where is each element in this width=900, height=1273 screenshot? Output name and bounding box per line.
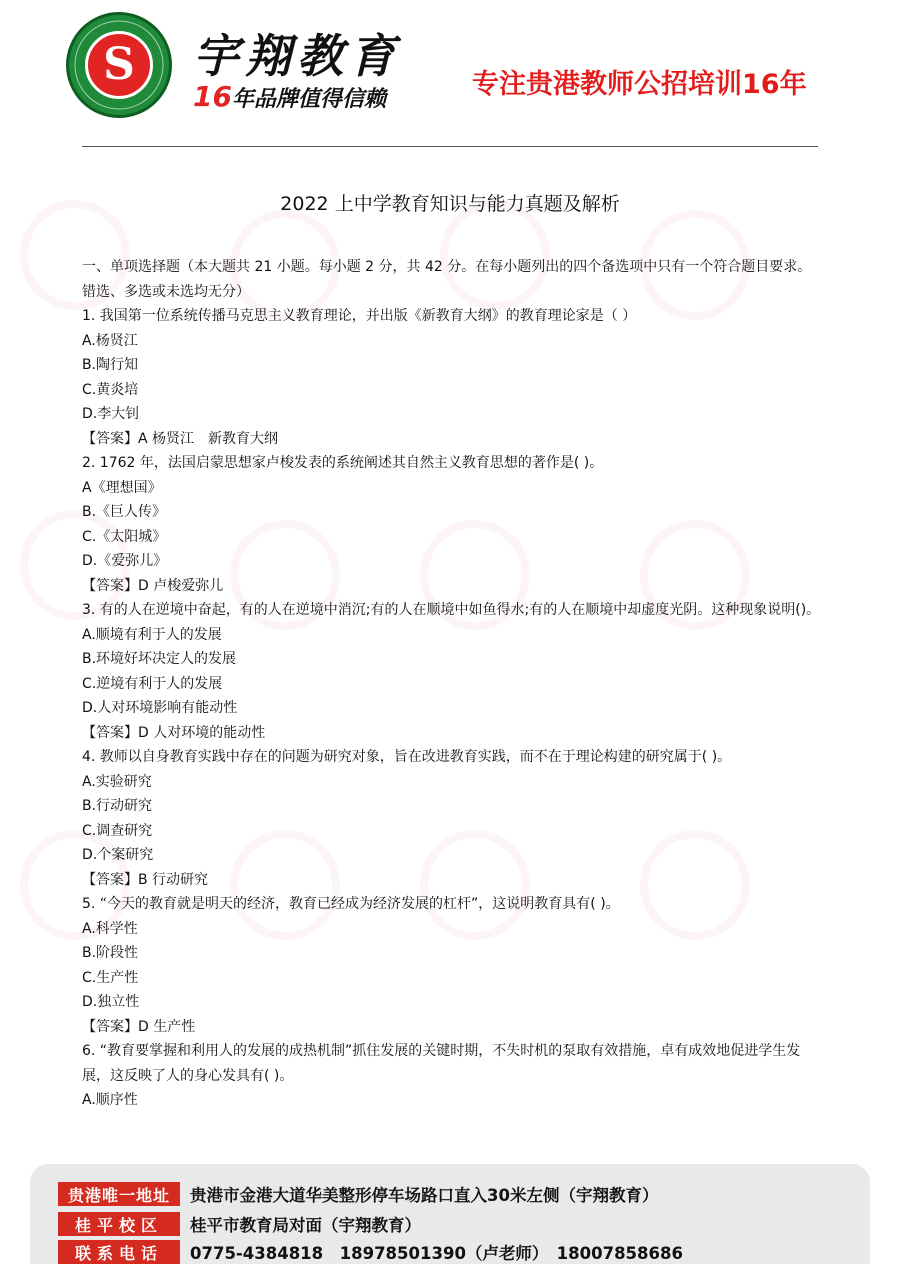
question-stem: 5. “今天的教育就是明天的经济，教育已经成为经济发展的杠杆”，这说明教育具有( )。: [82, 896, 620, 912]
footer-row-phone: [58, 1240, 683, 1264]
option: A.科学性: [82, 920, 138, 937]
footer-text: 桂平市教育局对面（宇翔教育）: [190, 1216, 421, 1235]
option: B.《巨人传》: [82, 504, 167, 520]
option: A.顺序性: [82, 1092, 138, 1108]
option: A《理想国》: [82, 479, 162, 496]
option: C.逆境有利于人的发展: [82, 675, 223, 692]
option: D.个案研究: [82, 847, 154, 863]
option: B.阶段性: [82, 945, 139, 961]
logo-seal: [85, 31, 153, 99]
option: C.生产性: [82, 969, 139, 986]
page-header: [0, 0, 900, 140]
question-stem: 4. 教师以自身教育实践中存在的问题为研究对象，旨在改进教育实践，而不在于理论构建的研究属于( )。: [82, 749, 732, 765]
footer-label: 桂平校区: [58, 1212, 180, 1236]
option: B.环境好坏决定人的发展: [82, 651, 237, 667]
header-divider: [82, 146, 818, 147]
answer: 【答案】A 杨贤江 新教育大纲: [82, 430, 279, 447]
document-body: [82, 255, 824, 1113]
logo: [66, 12, 172, 118]
footer-row-address: [58, 1182, 658, 1206]
answer: 【答案】D 人对环境的能动性: [82, 724, 266, 741]
option: C.《太阳城》: [82, 528, 167, 545]
question-stem: 1. 我国第一位系统传播马克思主义教育理论，并出版《新教育大纲》的教育理论家是（ ）: [82, 308, 637, 324]
option: B.陶行知: [82, 357, 139, 373]
brand-tagline: [193, 80, 386, 113]
option: D.独立性: [82, 994, 140, 1010]
slogan: 专注贵港教师公招培训16年: [472, 69, 807, 100]
footer-text: 贵港市金港大道华美整形停车场路口直入30米左侧（宇翔教育）: [190, 1186, 659, 1205]
tagline-number: 16: [193, 80, 232, 113]
question-stem: 6. “教育要掌握和利用人的发展的成热机制”抓住发展的关键时期，不失时机的泵取有效措施，卓有成效地促进学生发展，这反映了人的身心发具有( )。: [82, 1043, 801, 1084]
option: A.杨贤江: [82, 332, 138, 349]
section-heading: 一、单项选择题（本大题共 21 小题。每小题 2 分，共 42 分。在每小题列出的四个备选项中只有一个符合题目要求。错选、多选或未选均无分）: [82, 259, 812, 300]
answer: 【答案】B 行动研究: [82, 871, 209, 888]
answer: 【答案】D 卢梭爱弥儿: [82, 577, 224, 594]
option: B.行动研究: [82, 798, 153, 814]
logo-letter: S: [103, 39, 135, 90]
option: D.《爱弥儿》: [82, 553, 168, 569]
brand-name: 宇翔教育: [193, 29, 401, 83]
footer-text: 0775-4384818 18978501390（卢老师） 18007858686: [190, 1244, 683, 1263]
option: A.顺境有利于人的发展: [82, 626, 222, 643]
tagline-text: 年品牌值得信赖: [231, 87, 386, 112]
option: D.李大钊: [82, 406, 140, 422]
footer-label: 贵港唯一地址: [58, 1182, 180, 1206]
option: C.调查研究: [82, 822, 153, 839]
question-stem: 2. 1762 年，法国启蒙思想家卢梭发表的系统阐述其自然主义教育思想的著作是( )。: [82, 455, 604, 471]
option: C.黄炎培: [82, 381, 139, 398]
contact-footer: [30, 1164, 870, 1264]
answer: 【答案】D 生产性: [82, 1018, 196, 1035]
question-stem: 3. 有的人在逆境中奋起，有的人在逆境中消沉;有的人在顺境中如鱼得水;有的人在顺境中却虚度光阴。这种现象说明()。: [82, 602, 821, 618]
footer-row-campus: [58, 1212, 421, 1236]
document-title: 2022 上中学教育知识与能力真题及解析: [280, 193, 620, 215]
footer-label: 联系电话: [58, 1240, 180, 1264]
option: A.实验研究: [82, 773, 152, 790]
option: D.人对环境影响有能动性: [82, 700, 238, 716]
